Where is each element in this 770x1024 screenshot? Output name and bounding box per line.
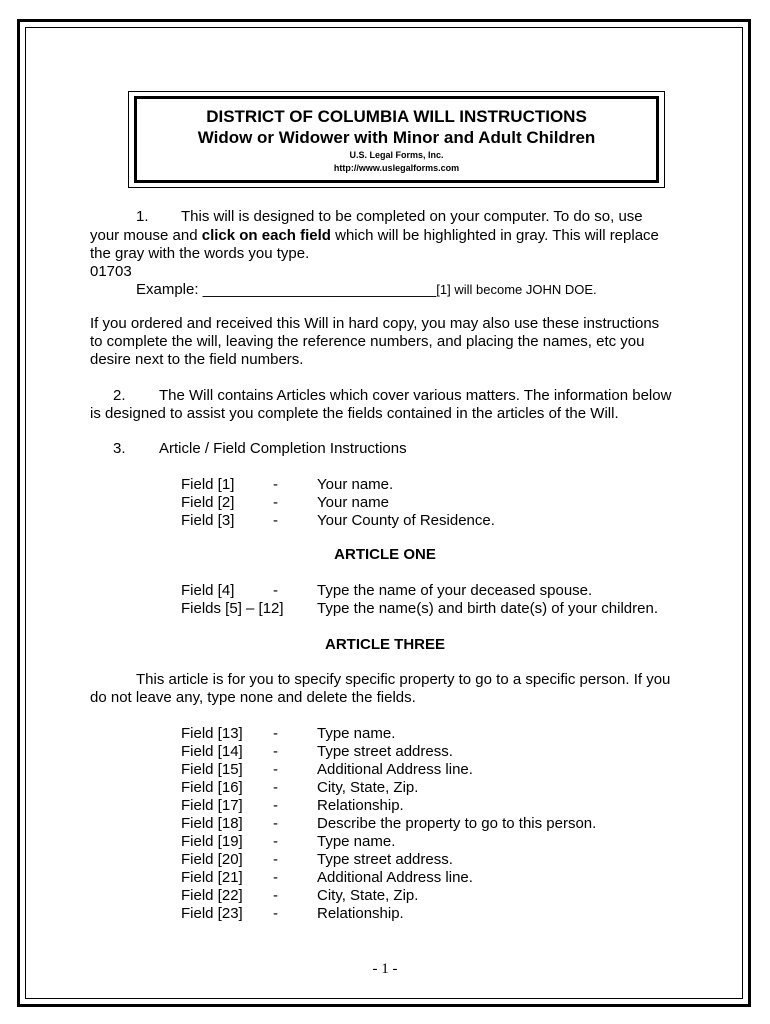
hardcopy-line2: to complete the will, leaving the reference numbers, and placing the names, etc you <box>90 333 645 350</box>
para3-number: 3. <box>113 440 126 457</box>
document-title: DISTRICT OF COLUMBIA WILL INSTRUCTIONS <box>206 107 587 126</box>
company-url: http://www.uslegalforms.com <box>333 163 460 173</box>
hardcopy-line3: desire next to the field numbers. <box>90 351 304 368</box>
form-code: 01703 <box>90 263 132 280</box>
article-three-intro-line1: This article is for you to specify specific property to go to a specific person. If you <box>136 671 671 688</box>
para1-line3: the gray with the words you type. <box>90 245 310 262</box>
para2-line2: is designed to assist you complete the fields contained in the articles of the Will. <box>90 405 619 422</box>
article-one-heading: ARTICLE ONE <box>334 546 436 563</box>
para1-number: 1. <box>136 208 149 225</box>
para1-line1: This will is designed to be completed on your computer. To do so, use <box>181 208 643 225</box>
hardcopy-line1: If you ordered and received this Will in hard copy, you may also use these instructions <box>90 315 660 332</box>
page-number: - 1 - <box>372 961 398 977</box>
para2-line1: The Will contains Articles which cover various matters. The information below <box>159 387 672 404</box>
para3-text: Article / Field Completion Instructions <box>159 440 407 457</box>
para1-bold-text: click on each field <box>201 227 331 244</box>
para2-number: 2. <box>113 387 126 404</box>
para1-line2: your mouse and click on each field which will be highlighted in gray. This will replace <box>90 227 659 244</box>
article-three-intro-line2: do not leave any, type none and delete the fields. <box>90 689 416 706</box>
document-subtitle: Widow or Widower with Minor and Adult Children <box>197 128 596 147</box>
company-name: U.S. Legal Forms, Inc. <box>349 150 444 160</box>
article-three-heading: ARTICLE THREE <box>325 636 445 653</box>
example-line: Example: ____________________________[1] will become JOHN DOE. <box>136 281 597 298</box>
title-box <box>134 96 659 183</box>
